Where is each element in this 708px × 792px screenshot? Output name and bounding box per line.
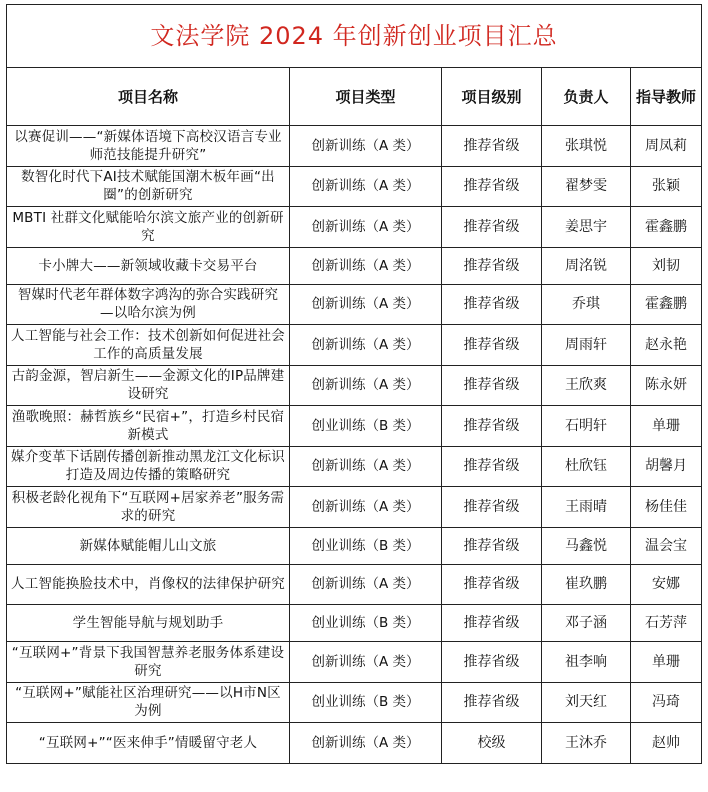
teacher-cell: 单珊 (631, 406, 702, 447)
project-name-cell: 数智化时代下AI技术赋能国潮木板年画“出圈”的创新研究 (7, 166, 290, 207)
teacher-cell: 周凤莉 (631, 126, 702, 167)
header-project-name: 项目名称 (7, 68, 290, 126)
project-name-cell: 智媒时代老年群体数字鸿沟的弥合实践研究 —以哈尔滨为例 (7, 284, 290, 325)
project-name-cell: 渔歌晚照：赫哲族乡“民宿+”，打造乡村民宿新模式 (7, 406, 290, 447)
table-row (7, 487, 702, 528)
project-name-cell: “互联网+”背景下我国智慧养老服务体系建设研究 (7, 642, 290, 683)
project-level-cell: 推荐省级 (442, 247, 542, 284)
leader-cell: 翟梦雯 (542, 166, 631, 207)
table-row (7, 365, 702, 406)
project-name-cell: 学生智能导航与规划助手 (7, 605, 290, 642)
leader-cell: 石明轩 (542, 406, 631, 447)
project-level-cell: 推荐省级 (442, 682, 542, 723)
project-type-cell: 创新训练（A 类） (290, 284, 442, 325)
project-level-cell: 推荐省级 (442, 166, 542, 207)
leader-cell: 杜欣钰 (542, 446, 631, 487)
project-name-cell: 人工智能换脸技术中，肖像权的法律保护研究 (7, 564, 290, 605)
project-level-cell: 推荐省级 (442, 406, 542, 447)
leader-cell: 祖李响 (542, 642, 631, 683)
table-row (7, 642, 702, 683)
project-type-cell: 创新训练（A 类） (290, 564, 442, 605)
project-name-cell: 以赛促训——“新媒体语境下高校汉语言专业师范技能提升研究” (7, 126, 290, 167)
teacher-cell: 赵永艳 (631, 325, 702, 366)
project-type-cell: 创新训练（A 类） (290, 642, 442, 683)
table-body (7, 126, 702, 764)
teacher-cell: 霍鑫鹏 (631, 207, 702, 248)
header-project-type: 项目类型 (290, 68, 442, 126)
project-level-cell: 推荐省级 (442, 207, 542, 248)
teacher-cell: 胡馨月 (631, 446, 702, 487)
teacher-cell: 冯琦 (631, 682, 702, 723)
header-leader: 负责人 (542, 68, 631, 126)
table-row (7, 126, 702, 167)
table-row (7, 723, 702, 764)
project-type-cell: 创新训练（A 类） (290, 365, 442, 406)
project-level-cell: 推荐省级 (442, 325, 542, 366)
project-name-cell: “互联网+”“医来伸手”情暖留守老人 (7, 723, 290, 764)
header-row (7, 68, 702, 126)
leader-cell: 姜思宇 (542, 207, 631, 248)
table-row (7, 325, 702, 366)
project-level-cell: 推荐省级 (442, 446, 542, 487)
project-type-cell: 创新训练（A 类） (290, 166, 442, 207)
project-level-cell: 推荐省级 (442, 126, 542, 167)
teacher-cell: 单珊 (631, 642, 702, 683)
project-level-cell: 推荐省级 (442, 564, 542, 605)
project-name-cell: 古韵金源，智启新生——金源文化的IP品牌建设研究 (7, 365, 290, 406)
table-row (7, 527, 702, 564)
project-type-cell: 创业训练（B 类） (290, 406, 442, 447)
table-row (7, 564, 702, 605)
project-level-cell: 推荐省级 (442, 284, 542, 325)
project-type-cell: 创业训练（B 类） (290, 527, 442, 564)
project-level-cell: 校级 (442, 723, 542, 764)
leader-cell: 王雨晴 (542, 487, 631, 528)
teacher-cell: 刘韧 (631, 247, 702, 284)
table-row (7, 682, 702, 723)
project-type-cell: 创业训练（B 类） (290, 682, 442, 723)
table-row (7, 446, 702, 487)
table-row (7, 284, 702, 325)
leader-cell: 邓子涵 (542, 605, 631, 642)
teacher-cell: 张颖 (631, 166, 702, 207)
project-name-cell: 新媒体赋能帽儿山文旅 (7, 527, 290, 564)
project-name-cell: 积极老龄化视角下“互联网+居家养老”服务需求的研究 (7, 487, 290, 528)
table-title: 文法学院 2024 年创新创业项目汇总 (7, 5, 702, 68)
teacher-cell: 陈永妍 (631, 365, 702, 406)
teacher-cell: 霍鑫鹏 (631, 284, 702, 325)
teacher-cell: 石芳萍 (631, 605, 702, 642)
project-name-cell: MBTI 社群文化赋能哈尔滨文旅产业的创新研究 (7, 207, 290, 248)
leader-cell: 周雨轩 (542, 325, 631, 366)
project-level-cell: 推荐省级 (442, 605, 542, 642)
leader-cell: 乔琪 (542, 284, 631, 325)
project-name-cell: 人工智能与社会工作：技术创新如何促进社会工作的高质量发展 (7, 325, 290, 366)
project-type-cell: 创新训练（A 类） (290, 247, 442, 284)
project-type-cell: 创新训练（A 类） (290, 487, 442, 528)
teacher-cell: 赵帅 (631, 723, 702, 764)
project-name-cell: 卡小牌大——新领域收藏卡交易平台 (7, 247, 290, 284)
table-row (7, 166, 702, 207)
project-level-cell: 推荐省级 (442, 487, 542, 528)
project-type-cell: 创新训练（A 类） (290, 126, 442, 167)
project-level-cell: 推荐省级 (442, 527, 542, 564)
leader-cell: 马鑫悦 (542, 527, 631, 564)
teacher-cell: 杨佳佳 (631, 487, 702, 528)
project-name-cell: “互联网+”赋能社区治理研究——以H市N区为例 (7, 682, 290, 723)
table-row (7, 406, 702, 447)
project-type-cell: 创新训练（A 类） (290, 723, 442, 764)
table-row (7, 207, 702, 248)
header-teacher: 指导教师 (631, 68, 702, 126)
project-level-cell: 推荐省级 (442, 365, 542, 406)
project-summary-table (6, 4, 702, 764)
leader-cell: 崔玖鹏 (542, 564, 631, 605)
teacher-cell: 安娜 (631, 564, 702, 605)
leader-cell: 王沐乔 (542, 723, 631, 764)
table-row (7, 247, 702, 284)
leader-cell: 周洺锐 (542, 247, 631, 284)
project-type-cell: 创新训练（A 类） (290, 325, 442, 366)
project-type-cell: 创新训练（A 类） (290, 207, 442, 248)
project-level-cell: 推荐省级 (442, 642, 542, 683)
table-row (7, 605, 702, 642)
leader-cell: 张琪悦 (542, 126, 631, 167)
teacher-cell: 温会宝 (631, 527, 702, 564)
header-project-level: 项目级别 (442, 68, 542, 126)
project-name-cell: 媒介变革下话剧传播创新推动黑龙江文化标识打造及周边传播的策略研究 (7, 446, 290, 487)
leader-cell: 刘天红 (542, 682, 631, 723)
leader-cell: 王欣爽 (542, 365, 631, 406)
project-type-cell: 创新训练（A 类） (290, 446, 442, 487)
project-type-cell: 创业训练（B 类） (290, 605, 442, 642)
